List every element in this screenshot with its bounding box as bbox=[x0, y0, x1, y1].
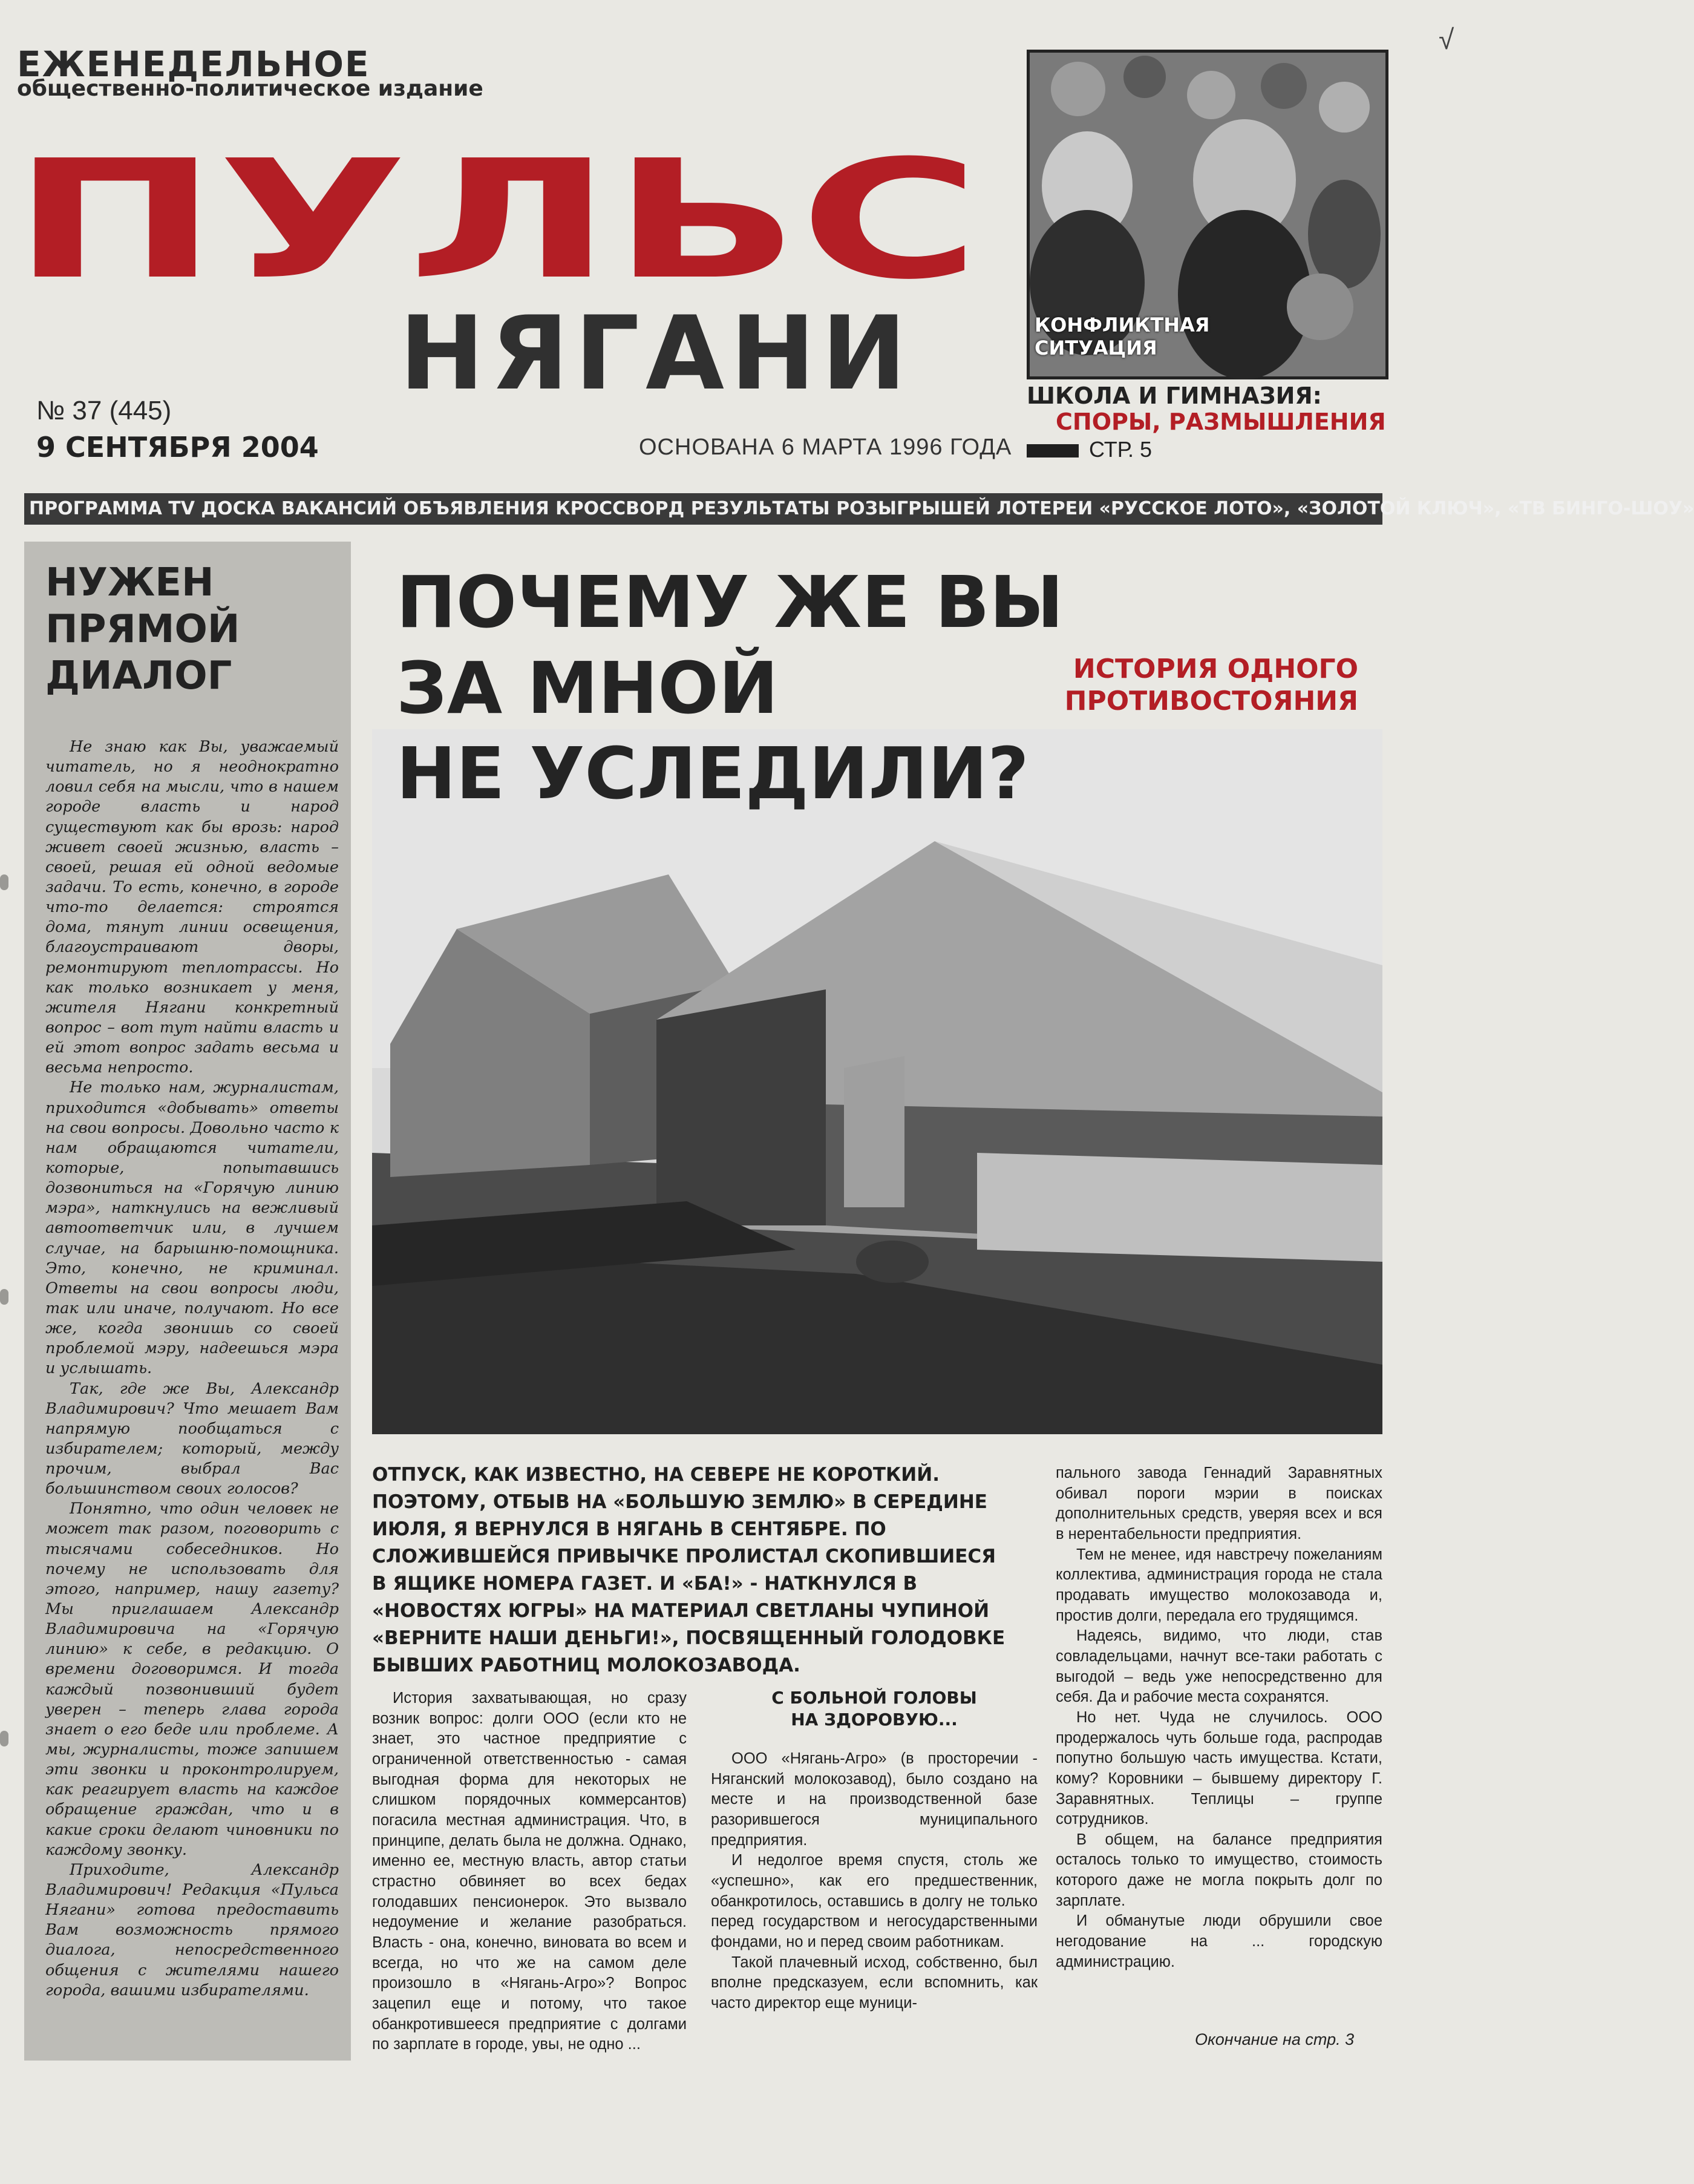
handwritten-checkmark: √ bbox=[1439, 24, 1454, 55]
article-paragraph: ООО «Нягань-Агро» (в просторечии - Няганский молокозавод), было создано на месте и на производственной базе разорившегося муниципального предприятия. bbox=[711, 1750, 1038, 1849]
greenhouse-photo-children bbox=[372, 729, 1382, 1434]
article-lead: ОТПУСК, КАК ИЗВЕСТНО, НА СЕВЕРЕ НЕ КОРОТКИЙ. ПОЭТОМУ, ОТБЫВ НА «БОЛЬШУЮ ЗЕМЛЮ» В СЕРЕДИНЕ ИЮЛЯ, Я ВЕРНУЛСЯ В НЯГАНЬ В СЕНТЯБРЕ. ПО СЛОЖИВШЕЙСЯ ПРИВЫЧКЕ ПРОЛИСТАЛ СКОПИВШИЕСЯ В ЯЩИКЕ НОМЕРА ГАЗЕТ. И «БА!» - НАТКНУЛСЯ В «НОВОСТЯХ ЮГРЫ» НА МАТЕРИАЛ СВЕТЛАНЫ ЧУПИНОЙ «ВЕРНИТЕ НАШИ ДЕНЬГИ!», ПОСВЯЩЕННЫЙ ГОЛОДОВКЕ БЫВШИХ РАБОТНИЦ МОЛОКОЗАВОДА. bbox=[372, 1464, 1006, 1676]
article-paragraph: История захватывающая, но сразу возник вопрос: долги ООО (если кто не знает, это частное предприятие с ограниченной ответственностью - самая выгодная форма для некоторых не слишком порядочных коммерсантов) погасила местная администрация. Что, в принципе, делать была не должна. Однако, именно ее, местную власть, автор статьи страстно обвиняет во всех бедах голодавших пенсионерок. Это вызвало недоумение и желание разобраться. Власть - она, конечно, виновата во всем и всегда, но что же на самом деле произошло в «Нягань-Агро»? Вопрос зацепил еще и потому, что такое обанкротившееся предприятие с долгами по зарплате в городе, увы, не одно ... bbox=[372, 1690, 687, 2053]
article-headline: ПОЧЕМУ ЖЕ ВЫ ЗА МНОЙ НЕ УСЛЕДИЛИ? bbox=[396, 560, 1064, 816]
editorial-paragraph: Не только нам, журналистам, приходится «добывать» ответы на свои вопросы. Довольно часто к нам обращаются читатели, которые, попытавшись дозвониться на «Горячую линию мэра», наткнулись на вежливый автоответчик или, в лучшем случае, на барышню-помощника. Это, конечно, не криминал. Ответы на свои вопросы люди, так или иначе, получают. Но все же, когда звонишь со своей проблемой мэру, надеешься мэра и услышать. bbox=[45, 1078, 339, 1378]
article-section-head: С БОЛЬНОЙ ГОЛОВЫ НА ЗДОРОВУЮ... bbox=[771, 1688, 977, 1730]
teaser-tag: КОНФЛИКТНАЯ СИТУАЦИЯ bbox=[1035, 313, 1210, 360]
founded-date: ОСНОВАНА 6 МАРТА 1996 ГОДА bbox=[639, 435, 1012, 460]
article-paragraph: И недолгое время спустя, столь же «успешно», как его предшественник, обанкротилось, оставшись в долгу не только перед государством и негосударственными фондами, но и перед своим работникам. bbox=[711, 1852, 1038, 1950]
article-paragraph: Но нет. Чуда не случилось. ООО продержалось чуть больше года, распродав попутно большую часть имущества. Кстати, кому? Коровники – бывшему директору Г. Заравнятных. Теплицы – группе сотрудников. bbox=[1056, 1708, 1382, 1828]
article-paragraph: В общем, на балансе предприятия осталось только то имущество, стоимость которого даже не могла покрыть долг по зарплате. bbox=[1056, 1831, 1382, 1909]
article-column-1 bbox=[372, 1688, 687, 2055]
newspaper-subtitle: НЯГАНИ bbox=[399, 294, 913, 413]
binder-hole bbox=[0, 1731, 8, 1746]
editorial-headline: НУЖЕН ПРЯМОЙ ДИАЛОГ bbox=[45, 560, 240, 698]
article-column-2 bbox=[711, 1749, 1038, 2014]
issue-date: 9 СЕНТЯБРЯ 2004 bbox=[36, 431, 319, 464]
teaser-headline[interactable]: ШКОЛА И ГИМНАЗИЯ: bbox=[1027, 382, 1322, 409]
article-paragraph: Тем не менее, идя навстречу пожеланиям коллектива, администрация города не стала продавать имущество молокозавода и, простив долги, передала его трудящимся. bbox=[1056, 1546, 1382, 1624]
editorial-paragraph: Так, где же Вы, Александр Владимирович? Что мешает Вам напрямую пообщаться с избирателем; который, между прочим, выбрал Вас большинством своих голосов? bbox=[45, 1379, 339, 1498]
greenhouse-photo bbox=[372, 729, 1382, 1434]
binder-hole bbox=[0, 1289, 8, 1305]
editorial-body bbox=[45, 737, 339, 2001]
binder-hole bbox=[0, 874, 8, 890]
article-paragraph: И обманутые люди обрушили свое негодование на ... городскую администрацию. bbox=[1056, 1912, 1382, 1970]
continued-on-page[interactable]: Окончание на стр. 3 bbox=[1195, 2030, 1355, 2048]
article-paragraph: пального завода Геннадий Заравнятных обивал пороги мэрии в поисках дополнительных средств, уверяя всех и вся в нерентабельности предприятия. bbox=[1056, 1464, 1382, 1543]
newspaper-title-text: ПУЛЬС bbox=[12, 125, 980, 315]
editorial-paragraph: Приходите, Александр Владимирович! Редакция «Пульса Нягани» готова предоставить Вам возможность прямого диалога, непосредственного общения с жителями нашего города, вашими избирателями. bbox=[45, 1860, 339, 1999]
article-column-3 bbox=[1056, 1463, 1382, 1972]
article-subhead: ИСТОРИЯ ОДНОГО ПРОТИВОСТОЯНИЯ bbox=[1064, 654, 1358, 717]
masthead-kicker: ЕЖЕНЕДЕЛЬНОЕ bbox=[17, 44, 370, 85]
contents-banner: ПРОГРАММА TV ДОСКА ВАКАНСИЙ ОБЪЯВЛЕНИЯ КРОССВОРД РЕЗУЛЬТАТЫ РОЗЫГРЫШЕЙ ЛОТЕРЕИ «РУССКОЕ ЛОТО», «ЗОЛОТОЙ КЛЮЧ», «ТВ БИНГО-ШОУ» bbox=[24, 493, 1382, 525]
masthead-kicker-sub: общественно-политическое издание bbox=[17, 76, 483, 101]
teaser-headline-red[interactable]: СПОРЫ, РАЗМЫШЛЕНИЯ bbox=[1056, 408, 1386, 435]
teaser-bar-decor bbox=[1027, 444, 1079, 457]
teaser-page-ref: СТР. 5 bbox=[1089, 437, 1153, 462]
editorial-paragraph: Не знаю как Вы, уважаемый читатель, но я неоднократно ловил себя на мысли, что в нашем городе власть и народ существуют как бы врозь: народ живет своей жизнью, власть – своей, решая ей одной ведомые задачи. То есть, конечно, в городе что-то делается: строятся дома, тянут линии освещения, благоустраивают дворы, ремонтируют теплотрассы. Но как только возникает у меня, жителя Нягани конкретный вопрос – вот тут найти власть и ей этот вопрос задать весьма и весьма непросто. bbox=[45, 738, 339, 1077]
issue-number: № 37 (445) bbox=[36, 396, 172, 425]
editorial-paragraph: Понятно, что один человек не может так разом, поговорить с тысячами собеседников. Но почему не использовать для этого, например, нашу газету? Мы приглашаем Александр Владимировича на «Горячую линию» к себе, в редакцию. О времени договоримся. И тогда каждый позвонивший будет уверен – теперь глава города знает о его беде или проблеме. А мы, журналисты, тоже запишем эти звонки и проконтролируем, как реагирует власть на каждое обращение граждан, что и в какие сроки делают чиновники по каждому звонку. bbox=[45, 1500, 339, 1859]
article-paragraph: Такой плачевный исход, собственно, был вполне предсказуем, если вспомнить, как часто директор еще муници- bbox=[711, 1953, 1038, 2012]
newspaper-title bbox=[12, 125, 986, 315]
article-paragraph: Надеясь, видимо, что люди, став совладельцами, начнут все-таки работать с выгодой – ведь уже непосредственно для себя. Да и рабочие места сохранятся. bbox=[1056, 1627, 1382, 1706]
